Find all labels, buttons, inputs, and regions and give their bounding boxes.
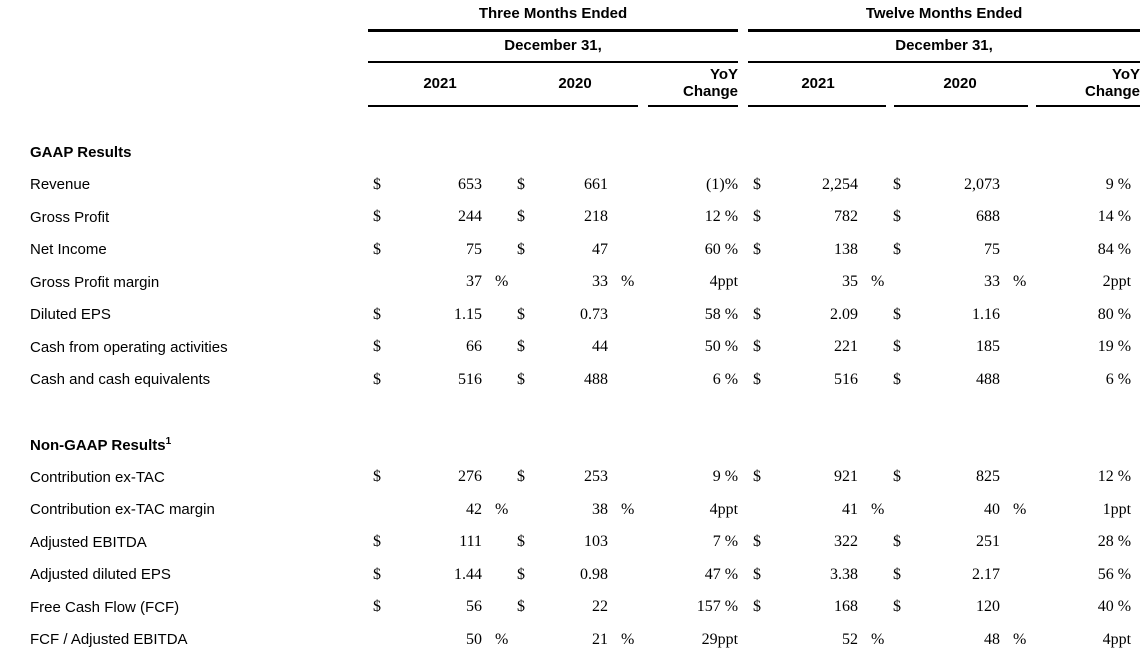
percent-suffix <box>610 526 638 559</box>
currency-symbol: $ <box>517 305 525 323</box>
percent-suffix <box>610 591 638 624</box>
table-rule <box>748 61 1140 63</box>
table-body <box>30 136 1140 656</box>
percent-suffix <box>860 526 888 559</box>
percent-suffix <box>484 299 512 332</box>
column-gap <box>738 299 748 332</box>
currency-symbol: $ <box>893 305 902 323</box>
percent-suffix <box>610 169 638 202</box>
column-gap <box>738 591 748 624</box>
section-title: GAAP Results <box>30 143 132 161</box>
yoy-change: 50 % <box>704 338 739 356</box>
value: 516 <box>834 370 859 388</box>
column-gap <box>738 494 748 527</box>
value: 66 <box>466 338 482 356</box>
value: 41 <box>842 500 859 518</box>
yoy-change: 4ppt <box>709 500 739 518</box>
percent-suffix <box>860 559 888 592</box>
column-gap <box>738 559 748 592</box>
percent-suffix: % <box>621 500 635 518</box>
yoy-change: 47 % <box>704 565 739 583</box>
row-label: Contribution ex-TAC margin <box>30 501 215 519</box>
percent-suffix <box>484 559 512 592</box>
spacer-row <box>30 396 1140 429</box>
currency-symbol <box>888 266 916 299</box>
column-gap <box>738 526 748 559</box>
percent-suffix <box>1002 591 1032 624</box>
table-rule <box>894 105 1028 107</box>
currency-symbol <box>748 266 776 299</box>
table-rule <box>368 105 638 107</box>
currency-symbol: $ <box>373 565 381 583</box>
value: 516 <box>458 370 482 388</box>
percent-suffix <box>484 461 512 494</box>
currency-symbol <box>368 624 398 657</box>
currency-symbol: $ <box>753 565 762 583</box>
percent-suffix: % <box>1013 500 1027 518</box>
percent-suffix <box>860 299 888 332</box>
percent-suffix: % <box>621 630 635 648</box>
value: 825 <box>976 468 1001 486</box>
table-rule <box>368 61 738 63</box>
currency-symbol: $ <box>517 208 525 226</box>
currency-symbol: $ <box>893 240 902 258</box>
row-label: Cash from operating activities <box>30 338 228 356</box>
year-header-2020-fy: 2020 <box>943 74 977 92</box>
date-header-right: December 31, <box>895 36 993 54</box>
value: 185 <box>976 338 1001 356</box>
percent-suffix <box>484 234 512 267</box>
value: 44 <box>592 338 608 356</box>
percent-suffix <box>860 331 888 364</box>
percent-suffix <box>610 364 638 397</box>
yoy-change: 80 % <box>1097 305 1132 323</box>
section-header-row <box>30 136 1140 169</box>
period-header-three-months: Three Months Ended <box>478 4 628 22</box>
currency-symbol <box>748 624 776 657</box>
percent-suffix: % <box>871 630 885 648</box>
value: 221 <box>834 338 859 356</box>
value: 244 <box>458 208 482 226</box>
currency-symbol: $ <box>373 338 381 356</box>
currency-symbol <box>748 494 776 527</box>
table-rule <box>648 105 738 107</box>
value: 35 <box>842 273 859 291</box>
currency-symbol: $ <box>893 598 902 616</box>
column-gap <box>738 331 748 364</box>
section-title: Non-GAAP Results$^1$ <box>30 435 172 454</box>
year-header-row <box>30 64 1140 102</box>
yoy-change: 29ppt <box>701 630 739 648</box>
currency-symbol: $ <box>517 598 525 616</box>
percent-suffix <box>484 169 512 202</box>
currency-symbol: $ <box>373 533 381 551</box>
currency-symbol: $ <box>893 533 902 551</box>
column-gap <box>738 266 748 299</box>
period-header-row <box>30 0 1140 26</box>
row-label: Revenue <box>30 176 91 194</box>
currency-symbol: $ <box>893 370 902 388</box>
table-row <box>30 234 1140 267</box>
currency-symbol: $ <box>517 338 525 356</box>
column-gap <box>738 364 748 397</box>
yoy-change: 157 % <box>696 598 739 616</box>
value: 1.44 <box>454 565 482 583</box>
value: 22 <box>592 598 608 616</box>
currency-symbol: $ <box>373 175 381 193</box>
currency-symbol: $ <box>753 208 762 226</box>
value: 218 <box>584 208 608 226</box>
yoy-change: 9 % <box>712 468 739 486</box>
value: 921 <box>834 468 859 486</box>
row-label: Contribution ex-TAC <box>30 468 165 486</box>
percent-suffix <box>1002 364 1032 397</box>
row-label: Net Income <box>30 241 107 259</box>
percent-suffix <box>610 299 638 332</box>
value: 2,254 <box>822 175 859 193</box>
percent-suffix <box>484 526 512 559</box>
percent-suffix <box>860 201 888 234</box>
row-label: Diluted EPS <box>30 306 111 324</box>
table-row <box>30 494 1140 527</box>
table-row <box>30 169 1140 202</box>
row-label: FCF / Adjusted EBITDA <box>30 631 188 649</box>
yoy-change: 28 % <box>1097 533 1132 551</box>
currency-symbol: $ <box>517 370 525 388</box>
value: 50 <box>466 630 482 648</box>
currency-symbol <box>512 266 540 299</box>
yoy-change: 2ppt <box>1102 273 1132 291</box>
table-row <box>30 591 1140 624</box>
column-gap <box>738 624 748 657</box>
currency-symbol: $ <box>753 305 762 323</box>
percent-suffix: % <box>495 500 509 518</box>
value: 33 <box>984 273 1001 291</box>
value: 38 <box>592 500 608 518</box>
table-row <box>30 461 1140 494</box>
change-label: Change <box>1085 83 1141 100</box>
currency-symbol: $ <box>753 468 762 486</box>
yoy-change: 6 % <box>712 370 739 388</box>
percent-suffix <box>1002 461 1032 494</box>
currency-symbol: $ <box>893 338 902 356</box>
currency-symbol: $ <box>753 370 762 388</box>
currency-symbol: $ <box>373 468 381 486</box>
currency-symbol: $ <box>893 565 902 583</box>
yoy-change: 1ppt <box>1102 500 1132 518</box>
value: 276 <box>458 468 482 486</box>
yoy-change: 9 % <box>1105 175 1132 193</box>
value: 0.98 <box>580 565 608 583</box>
row-label: Adjusted EBITDA <box>30 533 147 551</box>
value: 661 <box>584 175 608 193</box>
percent-suffix <box>860 169 888 202</box>
year-header-2021-q: 2021 <box>423 74 457 92</box>
currency-symbol: $ <box>753 175 762 193</box>
table-row <box>30 624 1140 657</box>
row-label: Adjusted diluted EPS <box>30 566 171 584</box>
percent-suffix <box>1002 559 1032 592</box>
value: 48 <box>984 630 1001 648</box>
column-gap <box>738 169 748 202</box>
yoy-change: 58 % <box>704 305 739 323</box>
column-gap <box>738 461 748 494</box>
yoy-label: YoY <box>1111 66 1141 83</box>
yoy-change: 14 % <box>1097 208 1132 226</box>
value: 2,073 <box>964 175 1001 193</box>
period-header-twelve-months: Twelve Months Ended <box>865 4 1023 22</box>
percent-suffix <box>484 591 512 624</box>
year-header-2021-fy: 2021 <box>801 74 835 92</box>
currency-symbol: $ <box>517 240 525 258</box>
currency-symbol: $ <box>373 370 381 388</box>
value: 488 <box>976 370 1001 388</box>
value: 42 <box>466 500 482 518</box>
date-header-left: December 31, <box>504 36 602 54</box>
percent-suffix <box>484 364 512 397</box>
value: 782 <box>834 208 859 226</box>
percent-suffix <box>610 201 638 234</box>
yoy-change: 4ppt <box>1102 630 1132 648</box>
percent-suffix: % <box>495 273 509 291</box>
yoy-change: 12 % <box>704 208 739 226</box>
table-row <box>30 201 1140 234</box>
currency-symbol: $ <box>753 240 762 258</box>
currency-symbol <box>368 266 398 299</box>
table-row <box>30 526 1140 559</box>
currency-symbol: $ <box>373 598 381 616</box>
value: 47 <box>592 240 608 258</box>
yoy-change: 40 % <box>1097 598 1132 616</box>
currency-symbol <box>888 494 916 527</box>
units-note <box>368 110 1140 136</box>
table-row <box>30 364 1140 397</box>
yoy-change-header-fy <box>1032 64 1140 102</box>
column-gap <box>738 201 748 234</box>
table-row <box>30 299 1140 332</box>
percent-suffix <box>610 331 638 364</box>
percent-suffix: % <box>621 273 635 291</box>
value: 488 <box>584 370 608 388</box>
yoy-change: 84 % <box>1097 240 1132 258</box>
value: 52 <box>842 630 859 648</box>
column-gap <box>738 234 748 267</box>
currency-symbol: $ <box>893 208 902 226</box>
currency-symbol: $ <box>517 468 525 486</box>
financial-results-table <box>30 0 1140 656</box>
yoy-change-header-q <box>638 64 738 102</box>
percent-suffix <box>1002 299 1032 332</box>
value: 2.17 <box>972 565 1001 583</box>
row-label: Cash and cash equivalents <box>30 371 211 389</box>
table-row <box>30 331 1140 364</box>
currency-symbol: $ <box>517 175 525 193</box>
percent-suffix <box>610 559 638 592</box>
value: 138 <box>834 240 859 258</box>
percent-suffix <box>484 331 512 364</box>
currency-symbol: $ <box>373 208 381 226</box>
value: 75 <box>984 240 1001 258</box>
value: 253 <box>584 468 608 486</box>
yoy-change: 12 % <box>1097 468 1132 486</box>
percent-suffix: % <box>1013 273 1027 291</box>
percent-suffix <box>484 201 512 234</box>
yoy-change: 19 % <box>1097 338 1132 356</box>
table-rule <box>1036 105 1140 107</box>
currency-symbol <box>512 624 540 657</box>
yoy-change: 7 % <box>712 533 739 551</box>
currency-symbol: $ <box>753 338 762 356</box>
value: 40 <box>984 500 1001 518</box>
currency-symbol: $ <box>893 468 902 486</box>
row-label: Gross Profit margin <box>30 273 160 291</box>
value: 111 <box>459 533 482 551</box>
percent-suffix <box>1002 201 1032 234</box>
value: 2.09 <box>830 305 859 323</box>
value: 688 <box>976 208 1001 226</box>
currency-symbol: $ <box>753 533 762 551</box>
row-label: Gross Profit <box>30 208 110 226</box>
currency-symbol: $ <box>373 305 381 323</box>
section-header-row <box>30 429 1140 462</box>
currency-symbol <box>368 494 398 527</box>
currency-symbol <box>888 624 916 657</box>
percent-suffix <box>610 234 638 267</box>
value: 103 <box>584 533 608 551</box>
table-row <box>30 266 1140 299</box>
value: 120 <box>976 598 1001 616</box>
percent-suffix: % <box>1013 630 1027 648</box>
percent-suffix: % <box>871 500 885 518</box>
yoy-change: 56 % <box>1097 565 1132 583</box>
change-label: Change <box>683 83 739 100</box>
value: 21 <box>592 630 608 648</box>
percent-suffix: % <box>871 273 885 291</box>
percent-suffix <box>860 461 888 494</box>
units-note-row <box>30 110 1140 136</box>
percent-suffix <box>860 234 888 267</box>
value: 75 <box>466 240 482 258</box>
value: 322 <box>834 533 859 551</box>
value: 1.16 <box>972 305 1001 323</box>
percent-suffix <box>610 461 638 494</box>
yoy-change: 4ppt <box>709 273 739 291</box>
value: 653 <box>458 175 482 193</box>
footnote-marker: 1 <box>165 435 172 447</box>
value: 56 <box>466 598 482 616</box>
year-header-2020-q: 2020 <box>558 74 592 92</box>
value: 251 <box>976 533 1001 551</box>
percent-suffix <box>1002 526 1032 559</box>
value: 3.38 <box>830 565 859 583</box>
currency-symbol: $ <box>517 533 525 551</box>
currency-symbol: $ <box>517 565 525 583</box>
value: 33 <box>592 273 608 291</box>
value: 37 <box>466 273 482 291</box>
value: 168 <box>834 598 859 616</box>
currency-symbol: $ <box>373 240 381 258</box>
row-label: Free Cash Flow (FCF) <box>30 598 180 616</box>
yoy-change: 60 % <box>704 240 739 258</box>
percent-suffix <box>860 364 888 397</box>
percent-suffix <box>1002 169 1032 202</box>
value: 1.15 <box>454 305 482 323</box>
table-row <box>30 559 1140 592</box>
currency-symbol: $ <box>753 598 762 616</box>
table-rule <box>748 105 886 107</box>
yoy-label: YoY <box>709 66 739 83</box>
currency-symbol <box>512 494 540 527</box>
percent-suffix <box>1002 331 1032 364</box>
percent-suffix: % <box>495 630 509 648</box>
value: 0.73 <box>580 305 608 323</box>
yoy-change: (1)% <box>706 175 739 193</box>
rule-row <box>30 102 1140 110</box>
date-header-row <box>30 32 1140 58</box>
percent-suffix <box>1002 234 1032 267</box>
percent-suffix <box>860 591 888 624</box>
currency-symbol: $ <box>893 175 902 193</box>
yoy-change: 6 % <box>1105 370 1132 388</box>
